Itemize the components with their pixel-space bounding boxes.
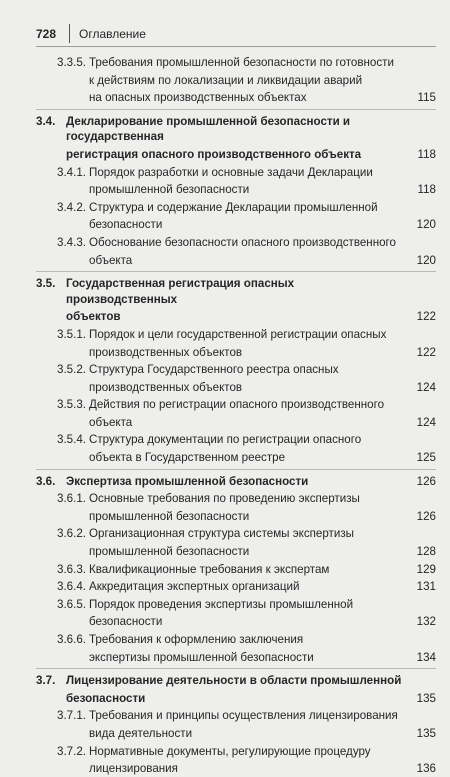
section-divider <box>36 109 436 110</box>
entry-title-line: Квалификационные требования к экспертам <box>89 562 330 576</box>
entry-title-line: Структура и содержание Декларации промышленной <box>89 200 378 214</box>
entry-number: 3.4.2. <box>57 200 87 214</box>
entry-number: 3.4.1. <box>57 165 87 179</box>
entry-title-line: экспертизы промышленной безопасности <box>89 650 314 664</box>
entry-title-line: Порядок проведения экспертизы промышленной <box>89 597 354 611</box>
entry-page-number: 136 <box>416 762 436 776</box>
entry-title-line: вида деятельности <box>89 726 193 740</box>
entry-page-number: 131 <box>416 580 436 594</box>
toc-subsection-entry[interactable] <box>36 579 436 595</box>
entry-number: 3.3.5. <box>57 56 87 69</box>
entry-title-line: Порядок и цели государственной регистрации опасных <box>89 327 387 341</box>
toc-section-entry[interactable] <box>36 276 436 325</box>
toc-section-entry[interactable] <box>36 474 436 490</box>
entry-page-number: 124 <box>416 415 436 429</box>
entry-title-line: производственных объектов <box>89 345 243 359</box>
entry-page-number: 129 <box>416 562 436 576</box>
entry-page-number: 126 <box>416 474 436 488</box>
entry-title-line: Требования и принципы осуществления лицензирования <box>89 709 398 723</box>
entry-title-line: Требования промышленной безопасности по готовности <box>89 56 394 69</box>
entry-number: 3.6.3. <box>57 562 87 576</box>
toc-subsection-entry[interactable] <box>36 708 436 741</box>
entry-title-line: безопасности <box>66 691 146 705</box>
running-header <box>36 24 436 47</box>
entry-title-line: Нормативные документы, регулирующие процедуру <box>89 744 371 758</box>
entry-title-line: Требования к оформлению заключения <box>89 633 304 646</box>
entry-title-line: Аккредитация экспертных организаций <box>89 580 300 594</box>
entry-page-number: 134 <box>416 650 436 664</box>
entry-title-line: регистрация опасного производственного объекта <box>66 147 362 161</box>
entry-title-line: Государственная регистрация опасных производственных <box>66 277 295 306</box>
entry-page-number: 132 <box>416 615 436 629</box>
entry-title-line: Обоснование безопасности опасного производственного <box>89 235 396 249</box>
entry-page-number: 135 <box>416 726 436 740</box>
entry-title-line: промышленной безопасности <box>89 545 250 559</box>
entry-number: 3.6.6. <box>57 633 87 646</box>
entry-title-line: объекта в Государственном реестре <box>89 451 286 465</box>
entry-page-number: 126 <box>416 509 436 523</box>
entry-number: 3.6.5. <box>57 597 87 611</box>
entry-title-line: безопасности <box>89 615 163 629</box>
entry-number: 3.4.3. <box>57 235 87 249</box>
entry-number: 3.7.1. <box>57 709 87 723</box>
entry-page-number: 120 <box>416 218 436 232</box>
entry-title-line: объектов <box>66 310 121 324</box>
entry-page-number: 118 <box>417 147 436 161</box>
entry-page-number: 122 <box>416 345 436 359</box>
entry-title-line: Действия по регистрации опасного производственного <box>89 398 385 412</box>
toc-subsection-entry[interactable] <box>36 562 436 578</box>
toc-section-entry[interactable] <box>36 673 436 706</box>
section-divider <box>36 668 436 669</box>
entry-number: 3.5.2. <box>57 363 87 377</box>
toc-section-entry[interactable] <box>36 114 436 163</box>
entry-number: 3.5.1. <box>57 327 87 341</box>
toc-subsection-entry[interactable] <box>36 597 436 630</box>
entry-title-line: промышленной безопасности <box>89 183 250 197</box>
entry-title-line: производственных объектов <box>89 380 243 394</box>
page-number: 728 <box>36 27 57 41</box>
entry-page-number: 125 <box>416 451 436 465</box>
toc-subsection-entry[interactable] <box>36 327 436 360</box>
entry-title-line: промышленной безопасности <box>89 509 250 523</box>
entry-title-line: Организационная структура системы экспертизы <box>89 527 354 541</box>
entry-title-line: к действиям по локализации и ликвидации аварий <box>89 73 363 87</box>
toc-subsection-entry[interactable] <box>36 491 436 524</box>
entry-title-line: объекта <box>89 415 133 429</box>
entry-number: 3.5.4. <box>57 433 87 447</box>
entry-title-line: Порядок разработки и основные задачи Декларации <box>89 165 373 179</box>
toc-subsection-entry[interactable] <box>36 235 436 268</box>
entry-number: 3.6.1. <box>57 492 87 506</box>
entry-page-number: 118 <box>417 183 436 197</box>
toc-subsection-entry[interactable] <box>36 744 436 777</box>
entry-page-number: 124 <box>416 380 436 394</box>
entry-number: 3.4. <box>36 114 56 128</box>
entry-page-number: 122 <box>416 310 436 324</box>
toc-subsection-entry[interactable] <box>36 526 436 559</box>
entry-title-line: Декларирование промышленной безопасности и государственная <box>66 114 351 144</box>
toc-subsection-entry[interactable] <box>36 362 436 395</box>
entry-title-line: безопасности <box>89 218 163 232</box>
running-title: Оглавление <box>79 27 146 41</box>
toc-subsection-entry[interactable] <box>36 632 436 665</box>
table-of-contents <box>36 55 436 777</box>
entry-number: 3.5.3. <box>57 398 87 412</box>
entry-title-line: объекта <box>89 253 133 267</box>
toc-subsection-entry[interactable] <box>36 55 436 106</box>
section-divider <box>36 271 436 272</box>
entry-number: 3.5. <box>36 277 56 291</box>
entry-number: 3.6.4. <box>57 580 87 594</box>
entry-title-line: Экспертиза промышленной безопасности <box>66 474 309 488</box>
entry-title-line: Основные требования по проведению экспертизы <box>89 492 360 506</box>
toc-subsection-entry[interactable] <box>36 397 436 430</box>
entry-page-number: 128 <box>416 545 436 559</box>
toc-subsection-entry[interactable] <box>36 432 436 465</box>
entry-title-line: Лицензирование деятельности в области промышленной <box>66 674 402 688</box>
entry-title-line: лицензирования <box>89 762 178 776</box>
entry-title-line: Структура документации по регистрации опасного <box>89 433 362 447</box>
toc-subsection-entry[interactable] <box>36 200 436 233</box>
section-divider <box>36 469 436 470</box>
toc-subsection-entry[interactable] <box>36 165 436 198</box>
entry-page-number: 135 <box>416 691 436 705</box>
entry-number: 3.6. <box>36 474 56 488</box>
entry-number: 3.7. <box>36 674 56 688</box>
entry-title-line: Структура Государственного реестра опасных <box>89 363 339 377</box>
entry-title-line: на опасных производственных объектах <box>89 91 307 105</box>
entry-page-number: 120 <box>416 253 436 267</box>
entry-number: 3.6.2. <box>57 527 87 541</box>
entry-page-number: 115 <box>417 91 436 105</box>
entry-number: 3.7.2. <box>57 744 87 758</box>
header-divider <box>69 24 70 43</box>
